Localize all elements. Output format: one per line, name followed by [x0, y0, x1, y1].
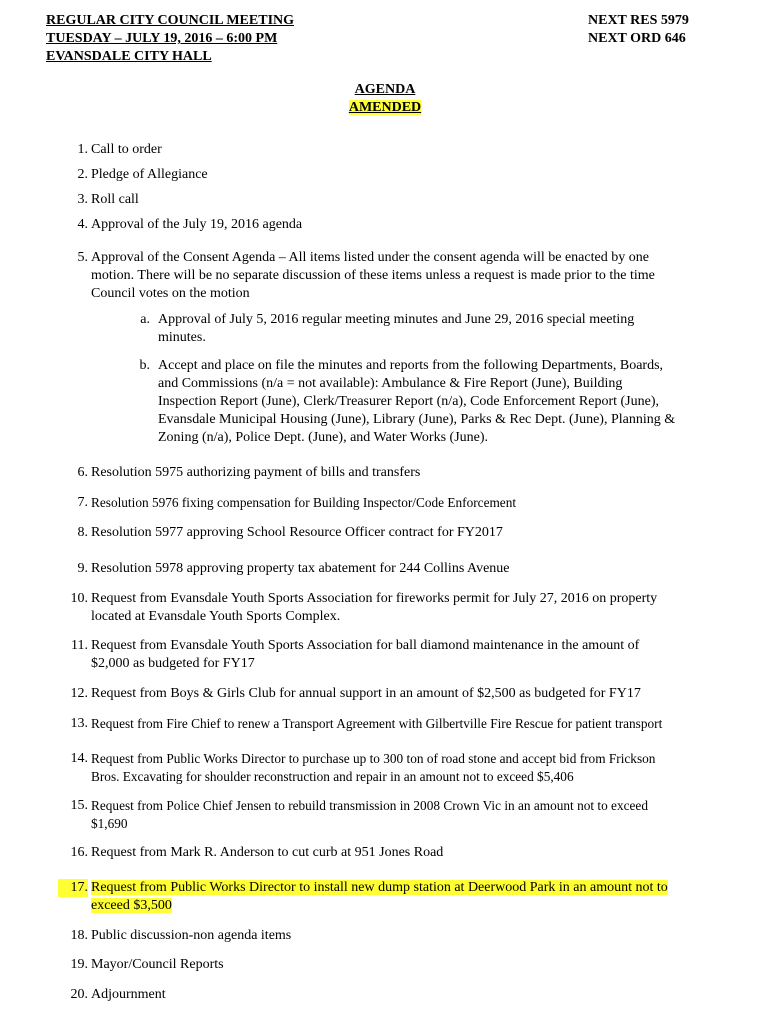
next-numbers [588, 12, 689, 48]
next-ordinance: NEXT ORD 646 [588, 31, 686, 46]
meeting-type: REGULAR CITY COUNCIL MEETING [46, 13, 295, 28]
agenda-amended: AMENDED [348, 100, 422, 115]
meeting-location: EVANSDALE CITY HALL [46, 49, 212, 64]
agenda-title: AGENDA [354, 82, 416, 97]
next-resolution: NEXT RES 5979 [588, 13, 689, 28]
meeting-header [46, 12, 294, 66]
meeting-date: TUESDAY – JULY 19, 2016 – 6:00 PM [46, 31, 278, 46]
